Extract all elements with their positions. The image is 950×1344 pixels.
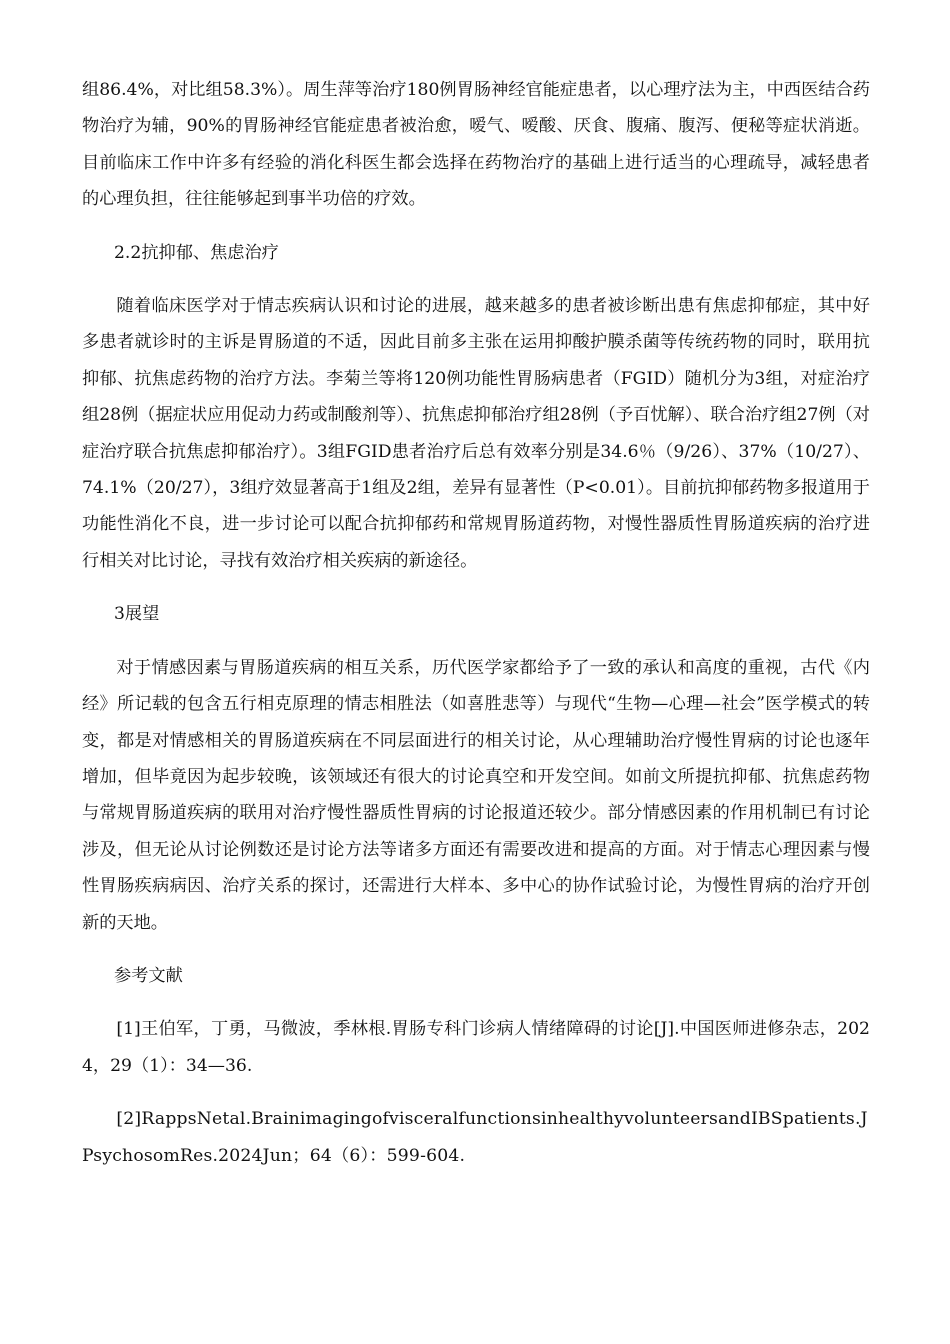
references-heading: 参考文献 — [114, 965, 183, 986]
section-heading-2-2: 2.2抗抑郁、焦虑治疗 — [114, 242, 279, 263]
paragraph-antidepressant-treatment: 随着临床医学对于情志疾病认识和讨论的进展，越来越多的患者被诊断出患有焦虑抑郁症，其中好多患者就诊时的主诉是胃肠道的不适，因此目前多主张在运用抑酸护膜杀菌等传统药物的同时，联用抗抑郁、抗焦虑药物的治疗方法。李菊兰等将120例功能性胃肠病患者（FGID）随机分为3组，对症治疗组28例（据症状应用促动力药或制酸剂等）、抗焦虑抑郁治疗组28例（予百忧解）、联合治疗组27例（对症治疗联合抗焦虑抑郁治疗）。3组FGID患者治疗后总有效率分别是34.6％（9/26）、37%（10/27）、74.1%（20/27），3组疗效显著高于1组及2组，差异有显著性（P<0.01）。目前抗抑郁药物多报道用于功能性消化不良，进一步讨论可以配合抗抑郁药和常规胃肠道药物，对慢性器质性胃肠道疾病的治疗进行相关对比讨论，寻找有效治疗相关疾病的新途径。 — [82, 296, 870, 571]
reference-item: [2]RappsNetal.BrainimagingofvisceralfunctionsinhealthyvolunteersandIBSpatients.JPsychosomRes.2024Jun；64（6）：599-604. — [82, 1109, 868, 1166]
paragraph-treatment-summary: 组86.4%，对比组58.3%）。周生萍等治疗180例胃肠神经官能症患者，以心理疗法为主，中西医结合药物治疗为辅，90%的胃肠神经官能症患者被治愈，嗳气、嗳酸、厌食、腹痛、腹泻、便秘等症状消逝。目前临床工作中许多有经验的消化科医生都会选择在药物治疗的基础上进行适当的心理疏导，减轻患者的心理负担，往往能够起到事半功倍的疗效。 — [82, 80, 870, 210]
paragraph-outlook: 对于情感因素与胃肠道疾病的相互关系，历代医学家都给予了一致的承认和高度的重视，古代《内经》所记载的包含五行相克原理的情志相胜法（如喜胜悲等）与现代“生物—心理—社会”医学模式的转变，都是对情感相关的胃肠道疾病在不同层面进行的相关讨论，从心理辅助治疗慢性胃病的讨论也逐年增加，但毕竟因为起步较晚，该领域还有很大的讨论真空和开发空间。如前文所提抗抑郁、抗焦虑药物与常规胃肠道疾病的联用对治疗慢性器质性胃病的讨论报道还较少。部分情感因素的作用机制已有讨论涉及，但无论从讨论例数还是讨论方法等诸多方面还有需要改进和提高的方面。对于情志心理因素与慢性胃肠疾病病因、治疗关系的探讨，还需进行大样本、多中心的协作试验讨论，为慢性胃病的治疗开创新的天地。 — [82, 657, 870, 933]
reference-item: [1]王伯军，丁勇，马微波，季林根.胃肠专科门诊病人情绪障碍的讨论[J].中国医师进修杂志，2024，29（1）：34—36. — [82, 1019, 870, 1076]
section-heading-3: 3展望 — [114, 604, 160, 625]
